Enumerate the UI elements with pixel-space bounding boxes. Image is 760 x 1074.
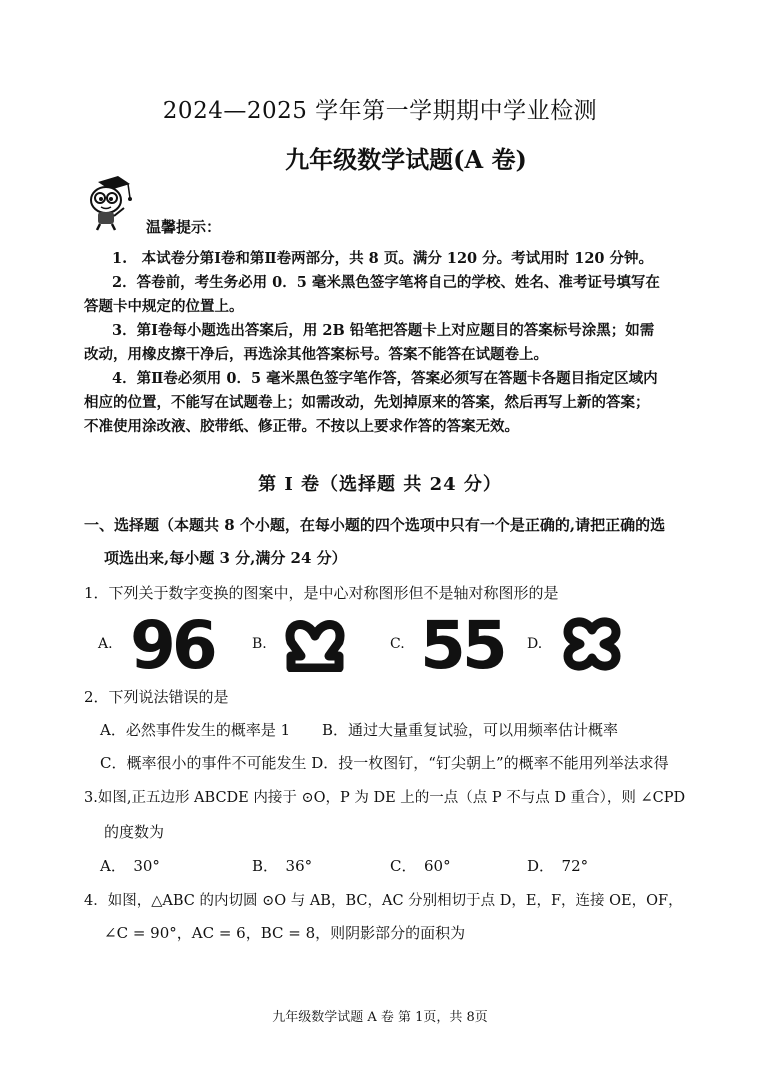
- q1-option-d-letter: D.: [527, 636, 543, 652]
- question-4-text-line-2: ∠C = 90°，AC = 6，BC = 8，则阴影部分的面积为: [104, 924, 466, 942]
- part-heading-line-1: 一、选择题（本题共 8 个小题，在每小题的四个选项中只有一个是正确的,请把正确的选: [84, 516, 666, 534]
- q1-option-a-letter: A.: [98, 636, 113, 652]
- question-4-text-line-1: 4．如图，△ABC 的内切圆 ⊙O 与 AB，BC，AC 分别相切于点 D，E，F，连接 OE，OF，: [84, 893, 683, 909]
- notice-line-3: 答题卡中规定的位置上。: [84, 298, 244, 315]
- q3-option-d: D． 72°: [527, 857, 589, 875]
- graduate-mascot-icon: [84, 172, 134, 232]
- exam-subtitle: 九年级数学试题(A 卷): [285, 145, 527, 174]
- question-2-text: 2．下列说法错误的是: [84, 688, 229, 706]
- exam-title: 2024—2025 学年第一学期期中学业检测: [162, 98, 598, 124]
- q1-option-c-figure: 55: [420, 607, 504, 684]
- q1-option-d-figure: [560, 616, 624, 672]
- page-footer: 九年级数学试题 A 卷 第 1页，共 8页: [272, 1010, 488, 1025]
- section-title: 第 Ⅰ 卷（选择题 共 24 分）: [258, 474, 502, 495]
- question-1-text: 1．下列关于数字变换的图案中，是中心对称图形但不是轴对称图形的是: [84, 584, 559, 602]
- notice-line-5: 改动，用橡皮擦干净后，再选涂其他答案标号。答案不能答在试题卷上。: [84, 346, 548, 363]
- q3-option-b: B． 36°: [252, 857, 313, 875]
- q2-option-c-d: C．概率很小的事件不可能发生 D．投一枚图钉，“钉尖朝上”的概率不能用列举法求得: [100, 754, 669, 772]
- q2-option-a: A．必然事件发生的概率是 1: [100, 721, 291, 739]
- q1-option-b-figure: [283, 616, 349, 672]
- q1-option-c-letter: C.: [390, 636, 405, 652]
- question-3-text-line-2: 的度数为: [104, 823, 165, 841]
- part-heading-line-2: 项选出来,每小题 3 分,满分 24 分）: [104, 549, 347, 567]
- notice-line-2: 2．答卷前，考生务必用 0．5 毫米黑色签字笔将自己的学校、姓名、准考证号填写在: [112, 274, 660, 291]
- q2-option-b: B．通过大量重复试验，可以用频率估计概率: [322, 721, 619, 739]
- notice-line-8: 不准使用涂改液、胶带纸、修正带。不按以上要求作答的答案无效。: [84, 418, 519, 435]
- q3-option-a: A． 30°: [100, 857, 160, 875]
- notice-line-4: 3．第Ⅰ卷每小题选出答案后，用 2B 铅笔把答题卡上对应题目的答案标号涂黑；如需: [112, 322, 655, 339]
- q3-option-c: C． 60°: [390, 857, 451, 875]
- q1-option-a-figure: 96: [130, 607, 214, 684]
- notice-line-1: 1. 本试卷分第Ⅰ卷和第Ⅱ卷两部分，共 8 页。满分 120 分。考试用时 120 分钟。: [112, 250, 654, 267]
- question-3-text-line-1: 3.如图,正五边形 ABCDE 内接于 ⊙O，P 为 DE 上的一点（点 P 不与点 D 重合），则 ∠CPD: [84, 790, 686, 806]
- notice-label: 温馨提示：: [146, 218, 222, 236]
- notice-line-6: 4．第Ⅱ卷必须用 0．5 毫米黑色签字笔作答，答案必须写在答题卡各题目指定区域内: [112, 370, 658, 387]
- q1-option-b-letter: B.: [252, 636, 267, 652]
- notice-line-7: 相应的位置，不能写在试题卷上；如需改动，先划掉原来的答案，然后再写上新的答案；: [84, 394, 650, 411]
